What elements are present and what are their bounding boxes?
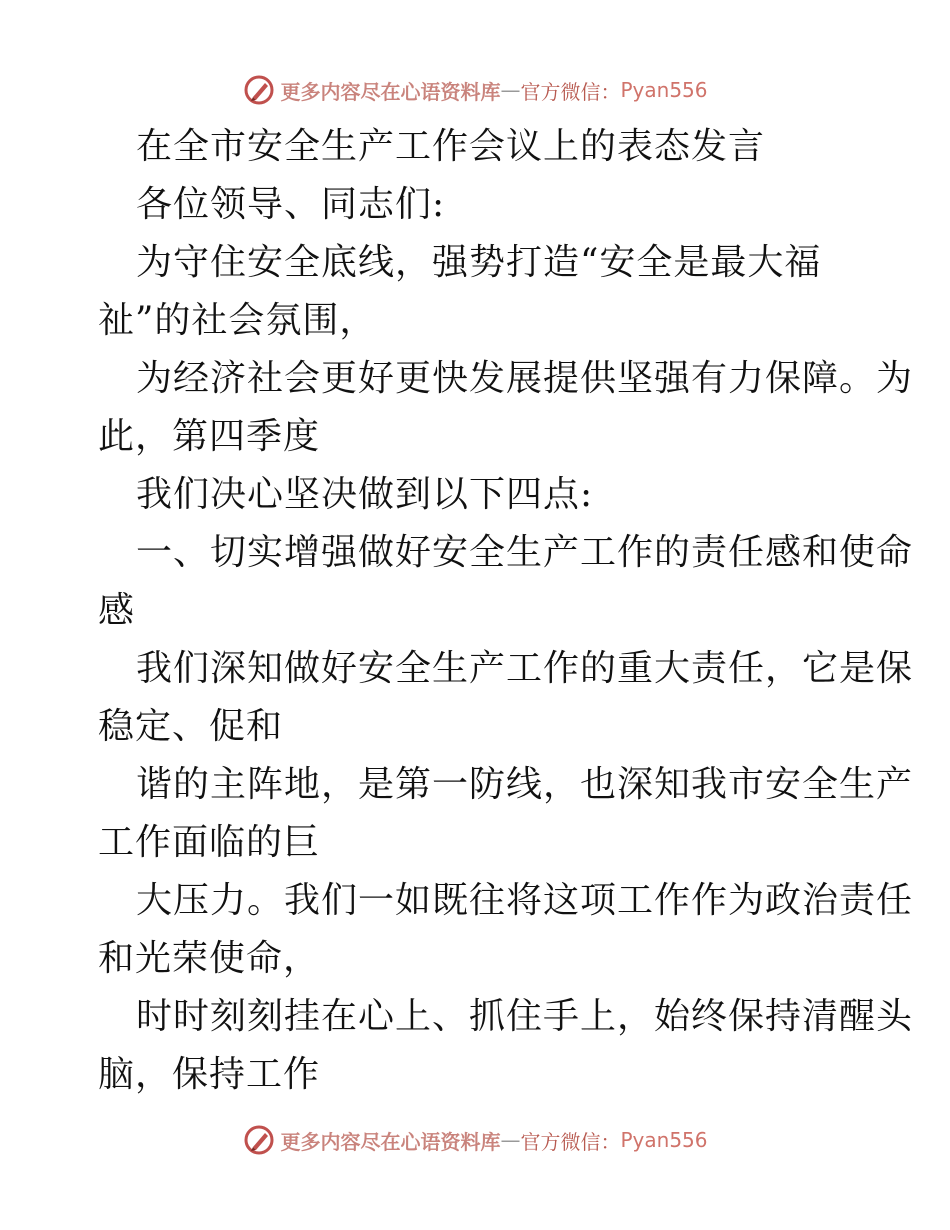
paragraph-line: 大压力。我们一如既往将这项工作作为政治责任 [136,880,914,921]
watermark-wechat-id: Pyan556 [620,78,708,102]
paragraph-line: 为经济社会更好更快发展提供坚强有力保障。为 [136,358,914,399]
watermark-wechat-id: Pyan556 [620,1128,708,1152]
paragraph-line: 祉”的社会氛围， [98,300,377,341]
paragraph-line: 为守住安全底线，强势打造“安全是最大福 [136,242,822,283]
paragraph-line: 工作面临的巨 [98,822,321,863]
watermark-lead-text: 更多内容尽在心语资料库 [280,79,501,104]
paragraph-line: 稳定、促和 [98,706,284,747]
footer-watermark [0,1120,950,1160]
watermark-dash: — [500,1128,521,1152]
paragraph-line: 谐的主阵地，是第一防线，也深知我市安全生产 [136,764,914,805]
watermark-wechat-label: 官方微信： [520,79,621,104]
pen-logo-icon [242,1123,276,1157]
paragraph-line: 我们深知做好安全生产工作的重大责任，它是保 [136,648,914,689]
section-heading: 一、切实增强做好安全生产工作的责任感和使命 [136,532,914,573]
pen-logo-icon [242,73,276,107]
section-heading: 感 [98,590,136,631]
header-watermark [0,70,950,110]
paragraph-line: 和光荣使命， [98,938,321,979]
watermark-wechat-label: 官方微信： [520,1129,621,1154]
document-body [98,118,914,1104]
paragraph-line: 此，第四季度 [98,416,321,457]
paragraph-line: 脑，保持工作 [98,1054,321,1095]
paragraph-line: 时时刻刻挂在心上、抓住手上，始终保持清醒头 [136,996,914,1037]
salutation: 各位领导、同志们: [136,184,446,225]
document-title: 在全市安全生产工作会议上的表态发言 [136,126,766,167]
watermark-dash: — [500,78,521,102]
paragraph-line: 我们决心坚决做到以下四点: [136,474,594,515]
watermark-lead-text: 更多内容尽在心语资料库 [280,1129,501,1154]
